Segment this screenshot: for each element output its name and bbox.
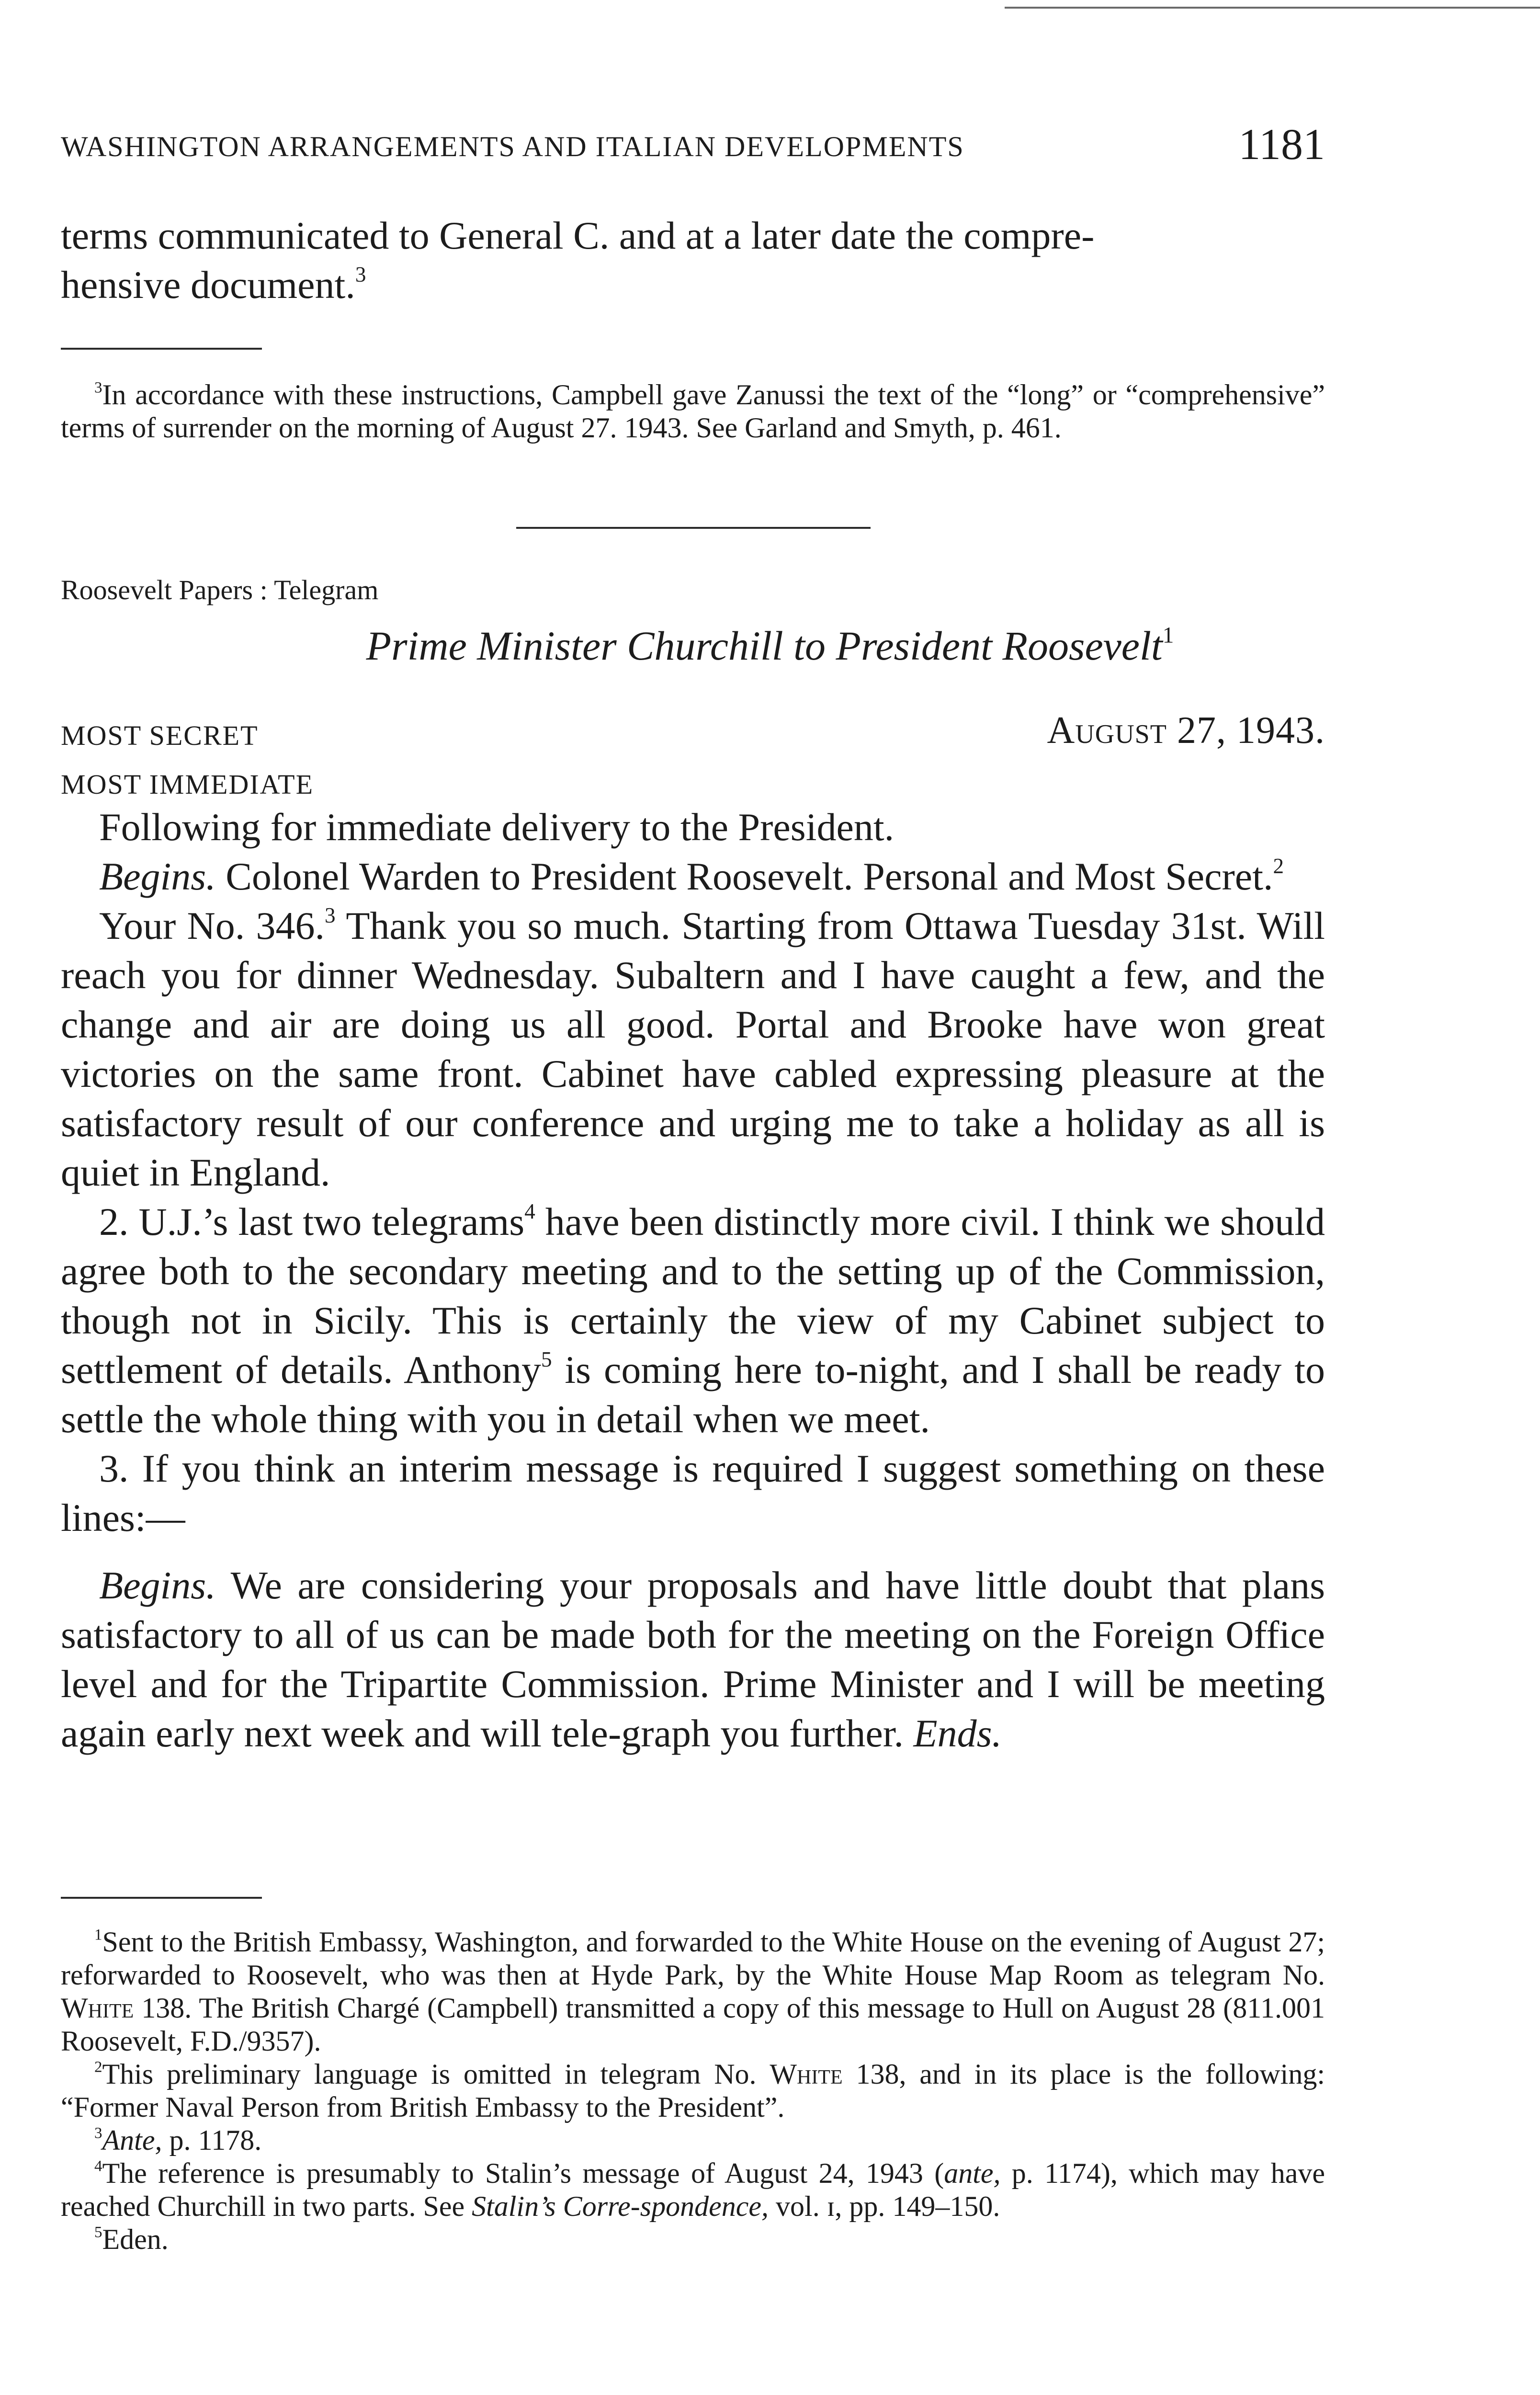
footnote-marker: 3 [94, 379, 102, 397]
footnote-text: In accordance with these instructions, Campbell gave Zanussi the text of the “long” or “comprehensive” terms of surrender on the morning of August 27. 1943. See Garland and Smyth, p. 461. [61, 379, 1325, 444]
telegram-body [61, 802, 1325, 1758]
body-paragraph: Following for immediate delivery to the President. [99, 805, 895, 849]
footnote-2: $^2$This preliminary language is omitted in telegram No. White 138, and in its place is the following: “Former Naval Person from British Embassy to the President”. [61, 2058, 1325, 2123]
body-paragraph: 2. U.J.’s last two telegrams$^4$ have been distinctly more civil. I think we should agree both to the secondary meeting and to the setting up of the Commission, though not in Sicily. This is certainly the view of my Cabinet subject to settlement of details. Anthony$^5$ is coming here to-night, and I shall be ready to settle the whole thing with you in detail when we meet. [61, 1199, 1325, 1441]
continued-line-2: hensive document. [61, 263, 355, 307]
body-paragraph: Your No. 346.$^3$ Thank you so much. Starting from Ottawa Tuesday 31st. Will reach you for dinner Wednesday. Subaltern and I have caught a few, and the change and air are doing us all good. Portal and Brooke have won great victories on the same front. Cabinet have cabled expressing pleasure at the satisfactory result of our conference and urging me to take a holiday as all is quiet in England. [61, 903, 1325, 1194]
document-title [0, 622, 1540, 670]
section-divider [516, 527, 871, 529]
document-source: Roosevelt Papers : Telegram [61, 574, 379, 605]
running-head [61, 120, 1325, 169]
footnote-ref: 4 [524, 1199, 535, 1224]
footnote-ref: 5 [541, 1347, 552, 1372]
continued-line-1: terms communicated to General C. and at a later date the compre- [61, 214, 1095, 257]
footnote-ref: 2 [1273, 854, 1284, 878]
document-date: August 27, 1943. [1047, 709, 1325, 752]
footnote-rule-bottom [61, 1897, 262, 1899]
footnote-3: $^3$Ante, p. 1178. [94, 2124, 262, 2156]
footnote-5: $^5$Eden. [94, 2224, 169, 2255]
footnotes [61, 1926, 1325, 2256]
title-footnote-ref: 1 [1162, 623, 1174, 648]
document-title-text: Prime Minister Churchill to President Roosevelt [366, 623, 1163, 669]
body-paragraph: Begins. Colonel Warden to President Roosevelt. Personal and Most Secret.$^2$ [99, 854, 1284, 898]
footnote-ref: 3 [325, 903, 336, 928]
continued-text [61, 211, 1325, 309]
running-title: WASHINGTON ARRANGEMENTS AND ITALIAN DEVELOPMENTS [61, 131, 964, 162]
footnote-1: $^1$Sent to the British Embassy, Washington, and forwarded to the White House on the evening of August 27; reforwarded to Roosevelt, who was then at Hyde Park, by the White House Map Room as telegram No. White 138. The British Chargé (Campbell) transmitted a copy of this message to Hull on August 28 (811.001 Roosevelt, F.D./9357). [61, 1926, 1325, 2057]
footnote-4: $^4$The reference is presumably to Stalin’s message of August 24, 1943 (ante, p. 1174), which may have reached Churchill in two parts. See Stalin’s Corre-spondence, vol. ɪ, pp. 149–150. [61, 2157, 1325, 2222]
classification-most-immediate: MOST IMMEDIATE [61, 769, 314, 800]
page-number: 1181 [1238, 120, 1325, 169]
classification-most-secret: MOST SECRET [61, 720, 259, 751]
top-footnote [61, 378, 1325, 445]
footnote-rule-top [61, 348, 262, 350]
top-edge-rule [1005, 7, 1540, 9]
body-paragraph: Begins. We are considering your proposals and have little doubt that plans satisfactory to all of us can be made both for the meeting on the Foreign Office level and for the Tripartite Commission. Prime Minister and I will be meeting again early next week and will tele-graph you further. Ends. [61, 1563, 1325, 1755]
body-paragraph: 3. If you think an interim message is required I suggest something on these lines:— [61, 1447, 1325, 1540]
footnote-ref: 3 [355, 262, 366, 287]
